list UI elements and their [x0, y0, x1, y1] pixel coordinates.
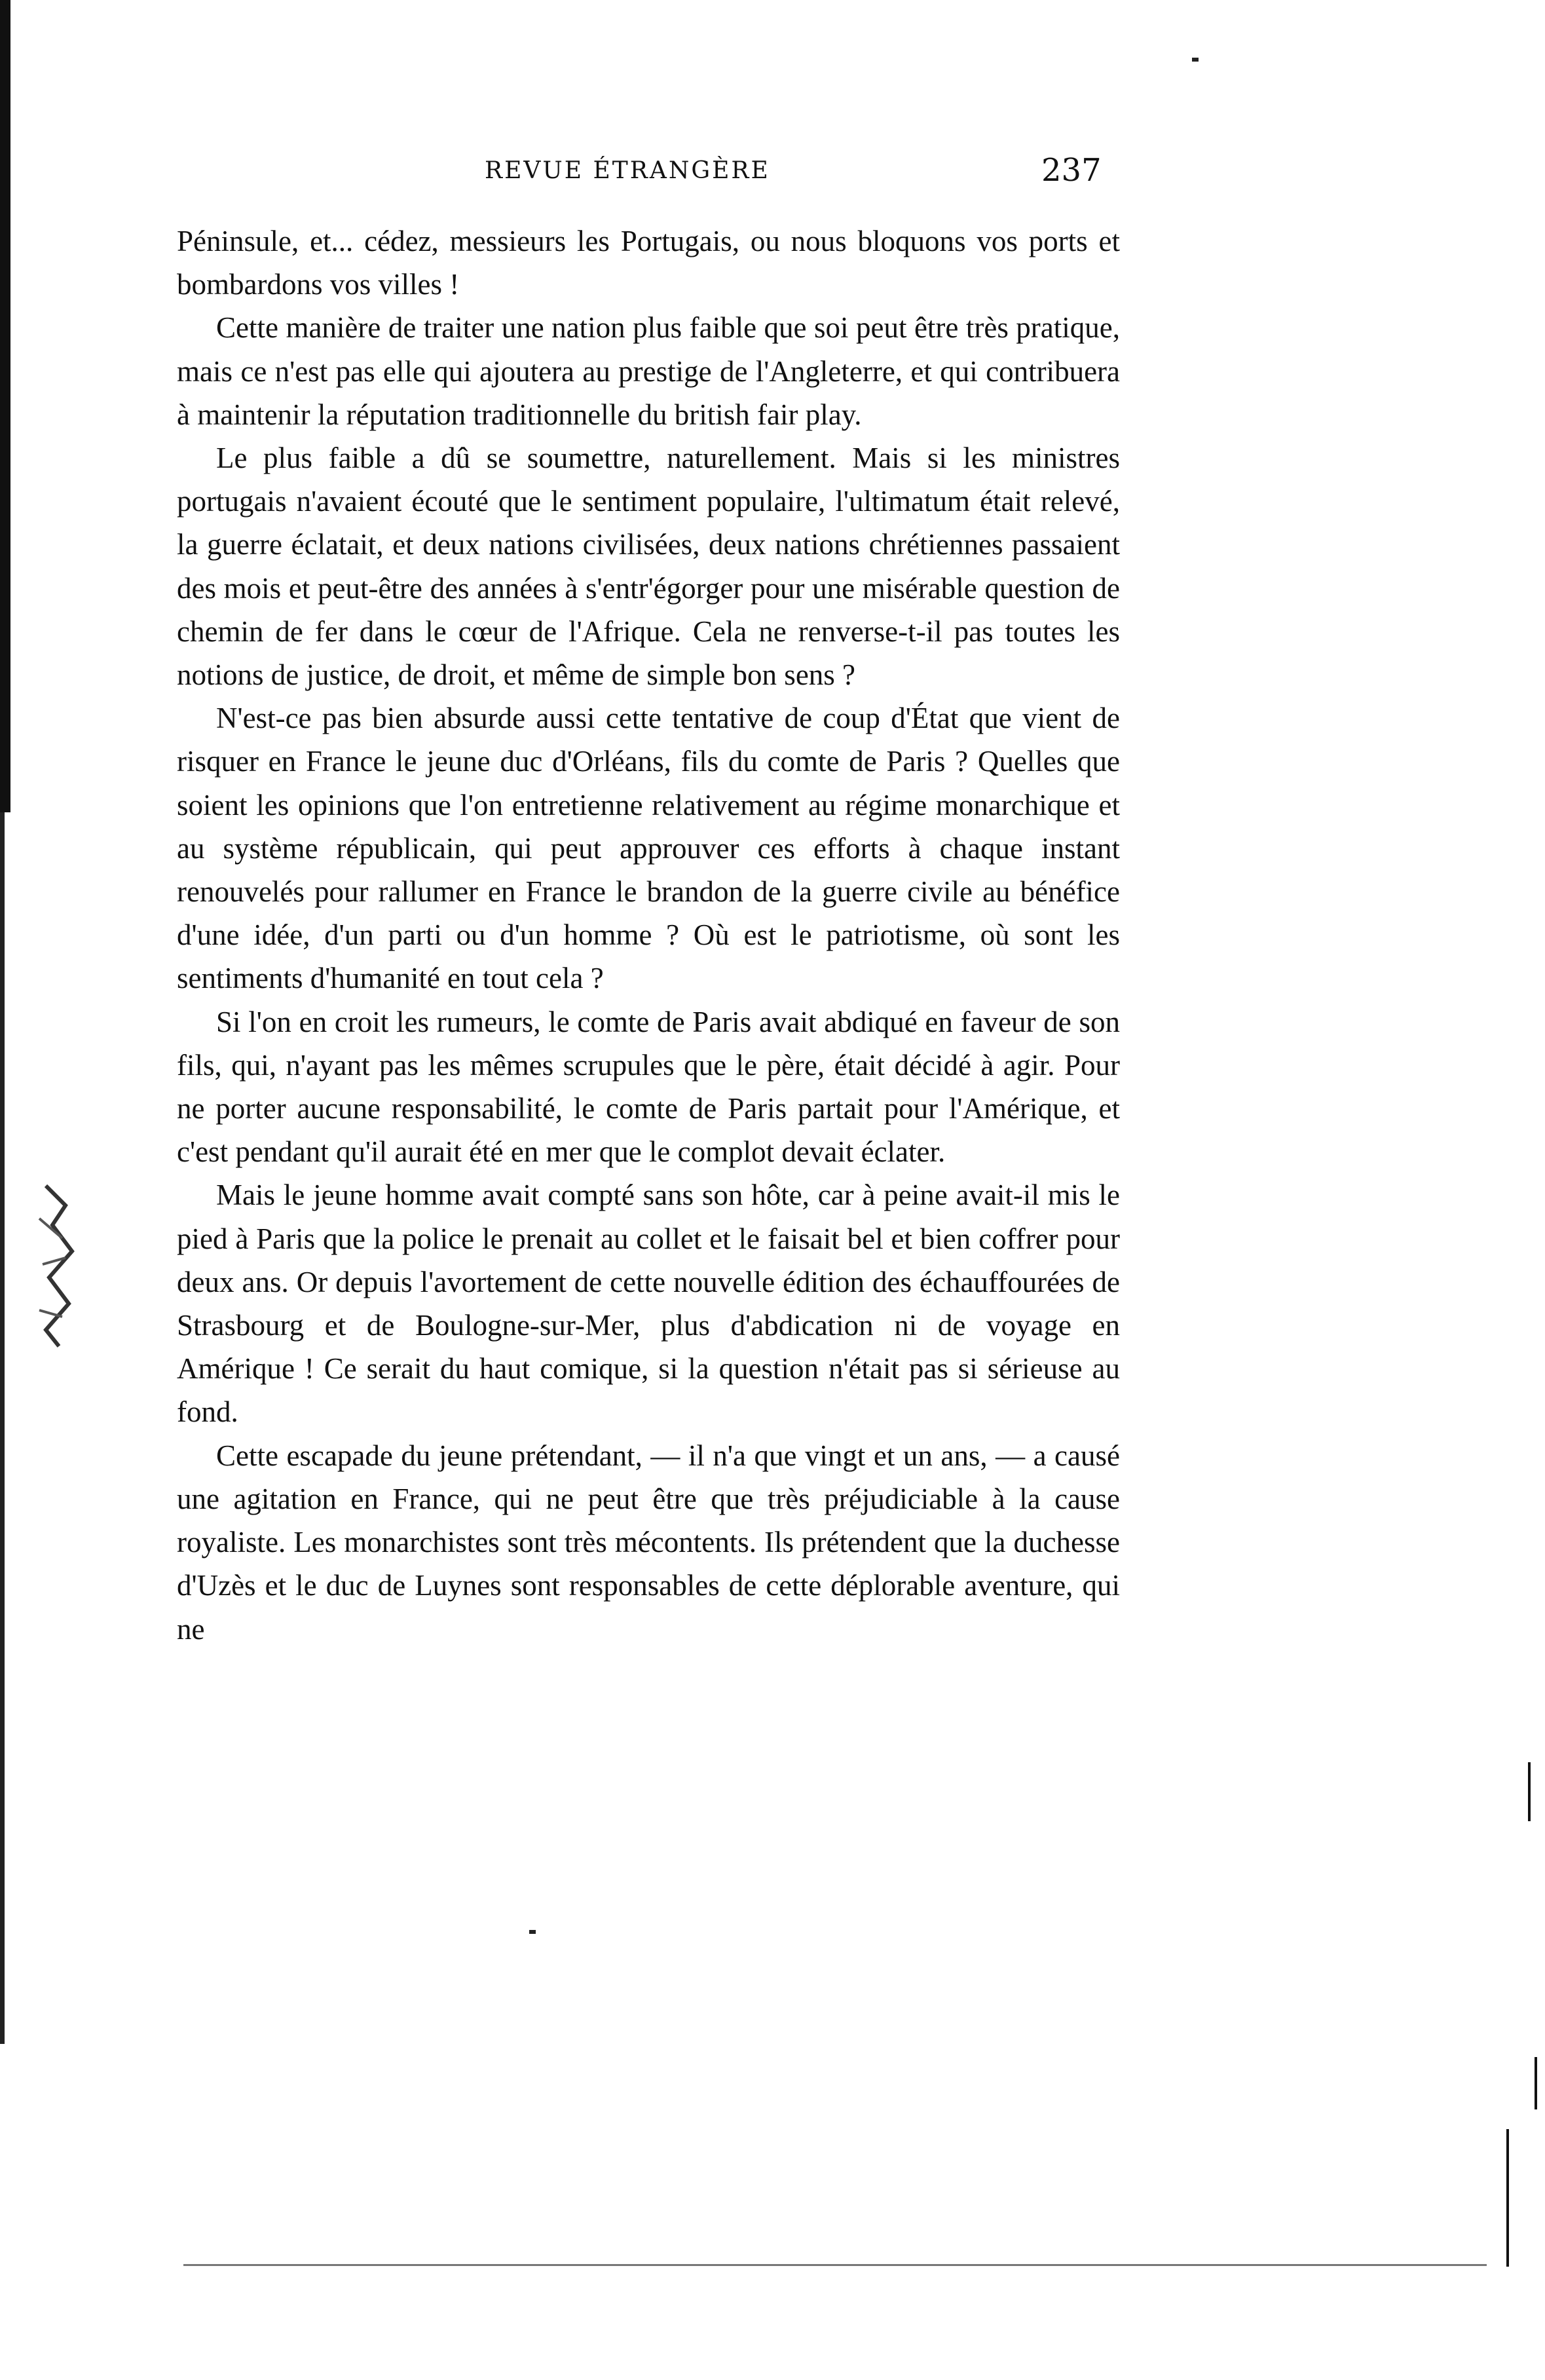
scan-mark [1528, 1762, 1531, 1821]
paragraph: Cette manière de traiter une nation plus faible que soi peut être très pratique, mais ce n'est pas elle qui ajoutera au prestige de l'Angleterre, et qui contribuera à maintenir la réputation traditionnelle du british fair play. [177, 311, 1120, 431]
scan-bottom-line [183, 2264, 1487, 2266]
scan-mark [1506, 2129, 1509, 2267]
page-number: 237 [1041, 152, 1102, 189]
scan-edge-shadow [0, 0, 10, 812]
paragraph: Cette escapade du jeune prétendant, — il n'a que vingt et un ans, — a causé une agitation en France, qui ne peut être que très préjudiciable à la cause royaliste. Les monarchistes sont très mécontents. Ils prétendent que la duchesse d'Uzès et le duc de Luynes sont responsables de cette déplorable aventure, qui ne [177, 1439, 1120, 1646]
body-text [177, 219, 1120, 1651]
scan-mark [1535, 2057, 1537, 2109]
margin-blemish [26, 1179, 85, 1350]
paragraph: Mais le jeune homme avait compté sans son hôte, car à peine avait-il mis le pied à Paris que la police le prenait au collet et le faisait bel et bien coffrer pour deux ans. Or depuis l'avortement de cette nouvelle édition des échauffourées de Strasbourg et de Boulogne-sur-Mer, plus d'abdication ni de voyage en Amérique ! Ce serait du haut comique, si la question n'était pas si sérieuse au fond. [177, 1179, 1120, 1429]
running-title: REVUE ÉTRANGÈRE [485, 157, 770, 184]
scan-edge-shadow-lower [0, 812, 5, 2044]
paragraph: Le plus faible a dû se soumettre, naturellement. Mais si les ministres portugais n'avaient écouté que le sentiment populaire, l'ultimatum était relevé, la guerre éclatait, et deux nations civilisées, deux nations chrétiennes passaient des mois et peut-être des années à s'entr'égorger pour une misérable question de chemin de fer dans le cœur de l'Afrique. Cela ne renverse-t-il pas toutes les notions de justice, de droit, et même de simple bon sens ? [177, 442, 1120, 692]
scan-speck [529, 1930, 536, 1934]
paragraph: Péninsule, et... cédez, messieurs les Portugais, ou nous bloquons vos ports et bombardons vos villes ! [177, 225, 1120, 301]
paragraph: Si l'on en croit les rumeurs, le comte de Paris avait abdiqué en faveur de son fils, qui, n'ayant pas les mêmes scrupules que le père, était décidé à agir. Pour ne porter aucune responsabilité, le comte de Paris partait pour l'Amérique, et c'est pendant qu'il aurait été en mer que le complot devait éclater. [177, 1005, 1120, 1169]
paragraph: N'est-ce pas bien absurde aussi cette tentative de coup d'État que vient de risquer en France le jeune duc d'Orléans, fils du comte de Paris ? Quelles que soient les opinions que l'on entretienne relativement au régime monarchique et au système républicain, qui peut approuver ces efforts à chaque instant renouvelés pour rallumer en France le brandon de la guerre civile au bénéfice d'une idée, d'un parti ou d'un homme ? Où est le patriotisme, où sont les sentiments d'humanité en tout cela ? [177, 702, 1120, 995]
scan-speck [1192, 58, 1199, 62]
